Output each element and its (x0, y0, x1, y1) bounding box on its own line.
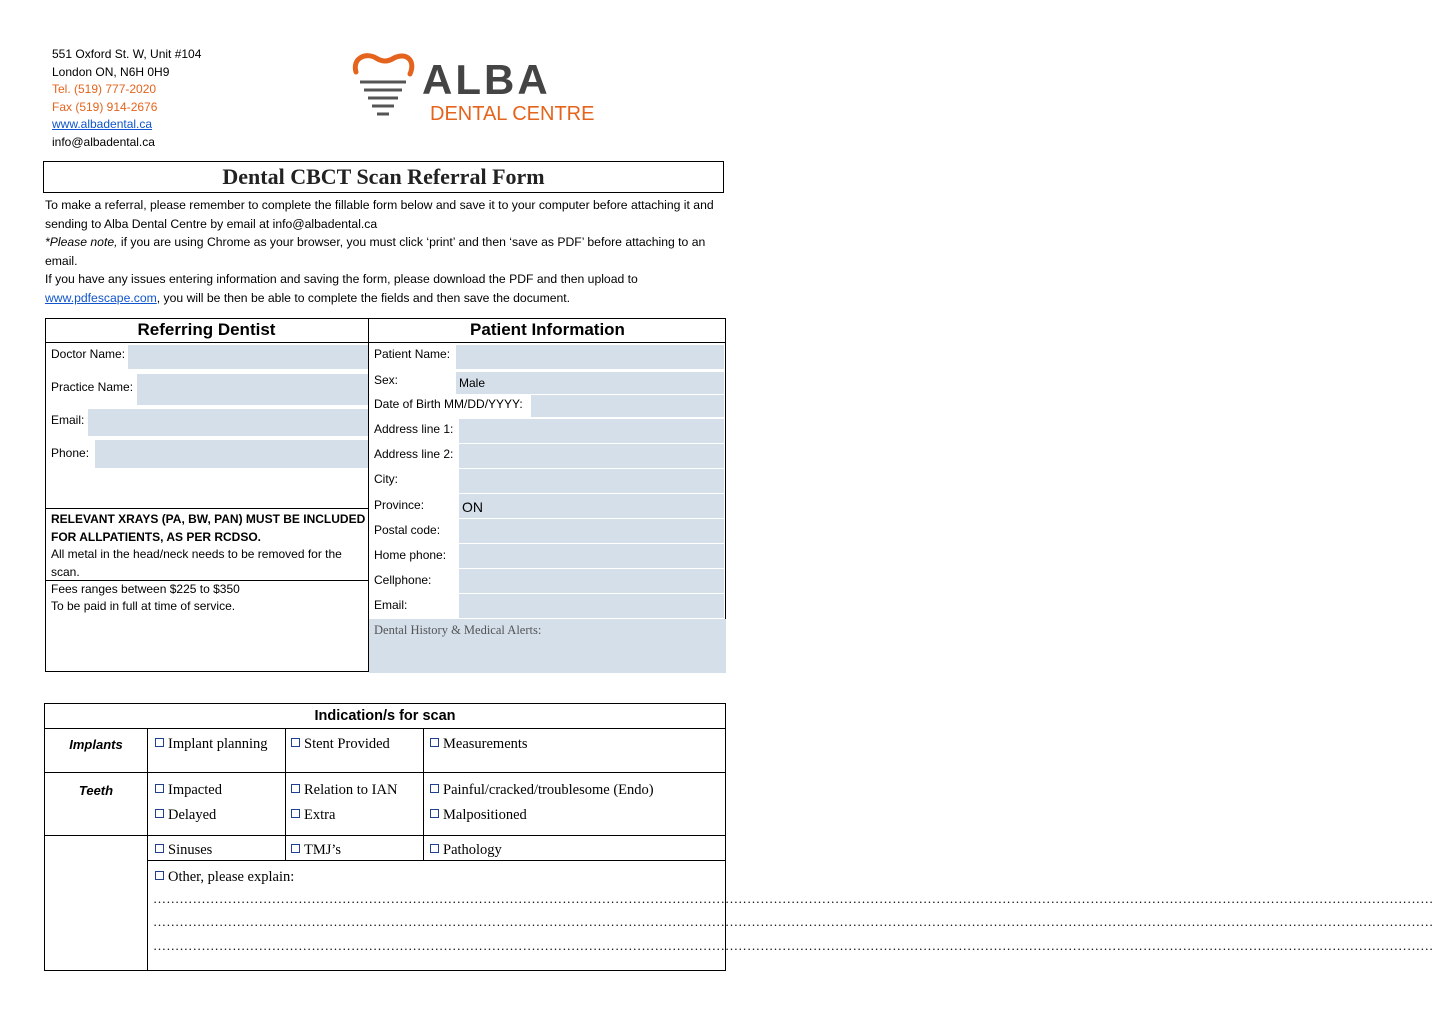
impacted-checkbox[interactable] (155, 782, 222, 799)
intro-paragraph-1: To make a referral, please remember to complete the fillable form below and save it to your computer before attaching it and sending to Alba Dental Centre by email at info@albadental.ca (45, 198, 714, 231)
indications-heading: Indication/s for scan (45, 704, 725, 729)
checkbox-icon (430, 784, 439, 793)
website-link[interactable]: www.albadental.ca (52, 117, 153, 131)
city-field[interactable] (459, 469, 724, 493)
other-explain-line-3[interactable]: ………………………………………………………………………………………………………………………………………………………………………………………………………………………………………………………………… (153, 938, 1433, 953)
pathology-label: Pathology (443, 842, 502, 858)
patient-information-heading: Patient Information (470, 320, 625, 339)
stent-provided-checkbox[interactable] (291, 736, 390, 753)
implant-planning-label: Implant planning (168, 736, 268, 752)
checkbox-icon (155, 844, 164, 853)
intro-note-text: if you are using Chrome as your browser, you must click ‘print’ and then ‘save as PDF’ before attaching to an email. (45, 235, 706, 268)
referring-dentist-heading: Referring Dentist (137, 320, 276, 339)
intro-p3-start: If you have any issues entering information and saving the form, please download the PDF and then upload to (45, 272, 638, 287)
fees-range: Fees ranges between $225 to $350 (51, 582, 240, 596)
patient-email-label: Email: (374, 598, 408, 612)
implant-planning-checkbox[interactable] (155, 736, 267, 753)
checkbox-icon (155, 871, 164, 880)
delayed-label: Delayed (168, 807, 217, 823)
province-label: Province: (374, 498, 425, 512)
extra-checkbox[interactable] (291, 807, 335, 824)
pathology-checkbox[interactable] (430, 842, 502, 859)
form-title-box (43, 161, 724, 193)
home-phone-label: Home phone: (374, 548, 447, 562)
measurements-label: Measurements (443, 736, 528, 752)
dentist-phone-label: Phone: (51, 446, 90, 460)
metal-removal-note: All metal in the head/neck needs to be removed for the scan. (51, 547, 342, 579)
telephone: Tel. (519) 777-2020 (52, 82, 157, 96)
intro-instructions (45, 196, 735, 308)
doctor-name-field[interactable] (128, 345, 368, 369)
address-line-1-field[interactable] (459, 419, 724, 443)
dentist-email-field[interactable] (88, 409, 368, 436)
implants-row-label: Implants (69, 737, 123, 752)
checkbox-icon (155, 738, 164, 747)
dob-label: Date of Birth MM/DD/YYYY: (374, 397, 523, 411)
tooth-logo-icon (355, 56, 411, 114)
alba-dental-logo (348, 48, 648, 134)
referral-table (45, 318, 726, 671)
checkbox-icon (155, 784, 164, 793)
checkbox-icon (291, 784, 300, 793)
practice-name-field[interactable] (137, 374, 368, 405)
checkbox-icon (430, 809, 439, 818)
xray-requirement-note: RELEVANT XRAYS (PA, BW, PAN) MUST BE INCLUDED FOR ALLPATIENTS, AS PER RCDSO. (51, 512, 366, 544)
intro-note-emphasis: *Please note, (45, 235, 118, 250)
intro-paragraph-2 (45, 233, 735, 270)
pdfescape-link[interactable]: www.pdfescape.com (45, 290, 157, 305)
cellphone-label: Cellphone: (374, 573, 432, 587)
tmj-label: TMJ’s (304, 842, 342, 858)
home-phone-field[interactable] (459, 544, 724, 568)
checkbox-icon (155, 809, 164, 818)
sex-label: Sex: (374, 373, 399, 387)
clinic-address-block (52, 46, 201, 151)
painful-endo-checkbox[interactable] (430, 782, 654, 799)
indications-table (44, 703, 1433, 971)
relation-ian-checkbox[interactable] (291, 782, 397, 799)
intro-p3-end: , you will be then be able to complete the fields and then save the document. (156, 290, 571, 305)
patient-name-label: Patient Name: (374, 347, 451, 361)
malpositioned-checkbox[interactable] (430, 807, 527, 824)
logo-word: ALBA (422, 56, 551, 103)
dentist-email-label: Email: (51, 413, 85, 427)
practice-name-label: Practice Name: (51, 380, 134, 394)
measurements-checkbox[interactable] (430, 736, 528, 753)
dentist-phone-field[interactable] (95, 440, 368, 468)
sinuses-label: Sinuses (168, 842, 213, 858)
checkbox-icon (430, 738, 439, 747)
dental-history-field[interactable]: Dental History & Medical Alerts: (369, 619, 726, 673)
checkbox-icon (291, 738, 300, 747)
address-line-2: London ON, N6H 0H9 (52, 64, 170, 79)
patient-name-field[interactable] (456, 345, 724, 369)
tmj-checkbox[interactable] (291, 842, 341, 859)
payment-terms: To be paid in full at time of service. (51, 599, 236, 613)
extra-label: Extra (304, 807, 336, 823)
dob-field[interactable] (531, 395, 724, 417)
intro-paragraph-3 (45, 270, 735, 307)
delayed-checkbox[interactable] (155, 807, 216, 824)
clinic-email: info@albadental.ca (52, 134, 155, 149)
painful-endo-label: Painful/cracked/troublesome (Endo) (443, 782, 654, 798)
stent-provided-label: Stent Provided (304, 736, 390, 752)
sex-select[interactable]: Male (456, 372, 724, 394)
patient-email-field[interactable] (459, 594, 724, 618)
checkbox-icon (291, 844, 300, 853)
impacted-label: Impacted (168, 782, 222, 798)
logo-subtitle: DENTAL CENTRE (430, 103, 595, 125)
doctor-name-label: Doctor Name: (51, 347, 126, 361)
address-line-1: 551 Oxford St. W, Unit #104 (52, 47, 202, 61)
malpositioned-label: Malpositioned (443, 807, 527, 823)
relation-ian-label: Relation to IAN (304, 782, 398, 798)
city-label: City: (374, 472, 398, 486)
postal-code-field[interactable] (459, 519, 724, 543)
province-field[interactable]: ON (459, 494, 724, 518)
other-explain-line-1[interactable]: ………………………………………………………………………………………………………………………………………………………………………………………………………………………………………………………………… (153, 891, 1433, 906)
other-checkbox[interactable] (155, 869, 294, 886)
fax: Fax (519) 914-2676 (52, 99, 158, 114)
checkbox-icon (430, 844, 439, 853)
checkbox-icon (291, 809, 300, 818)
teeth-row-label: Teeth (78, 783, 114, 798)
address-line-2-field[interactable] (459, 444, 724, 468)
postal-code-label: Postal code: (374, 523, 441, 537)
address-line-1-label: Address line 1: (374, 422, 454, 436)
other-explain-line-2[interactable]: ………………………………………………………………………………………………………………………………………………………………………………………………………………………………………………………………… (153, 914, 1433, 929)
address-line-2-label: Address line 2: (374, 447, 454, 461)
other-label: Other, please explain: (168, 869, 295, 885)
sinuses-checkbox[interactable] (155, 842, 212, 859)
cellphone-field[interactable] (459, 569, 724, 593)
form-title: Dental CBCT Scan Referral Form (222, 164, 545, 189)
